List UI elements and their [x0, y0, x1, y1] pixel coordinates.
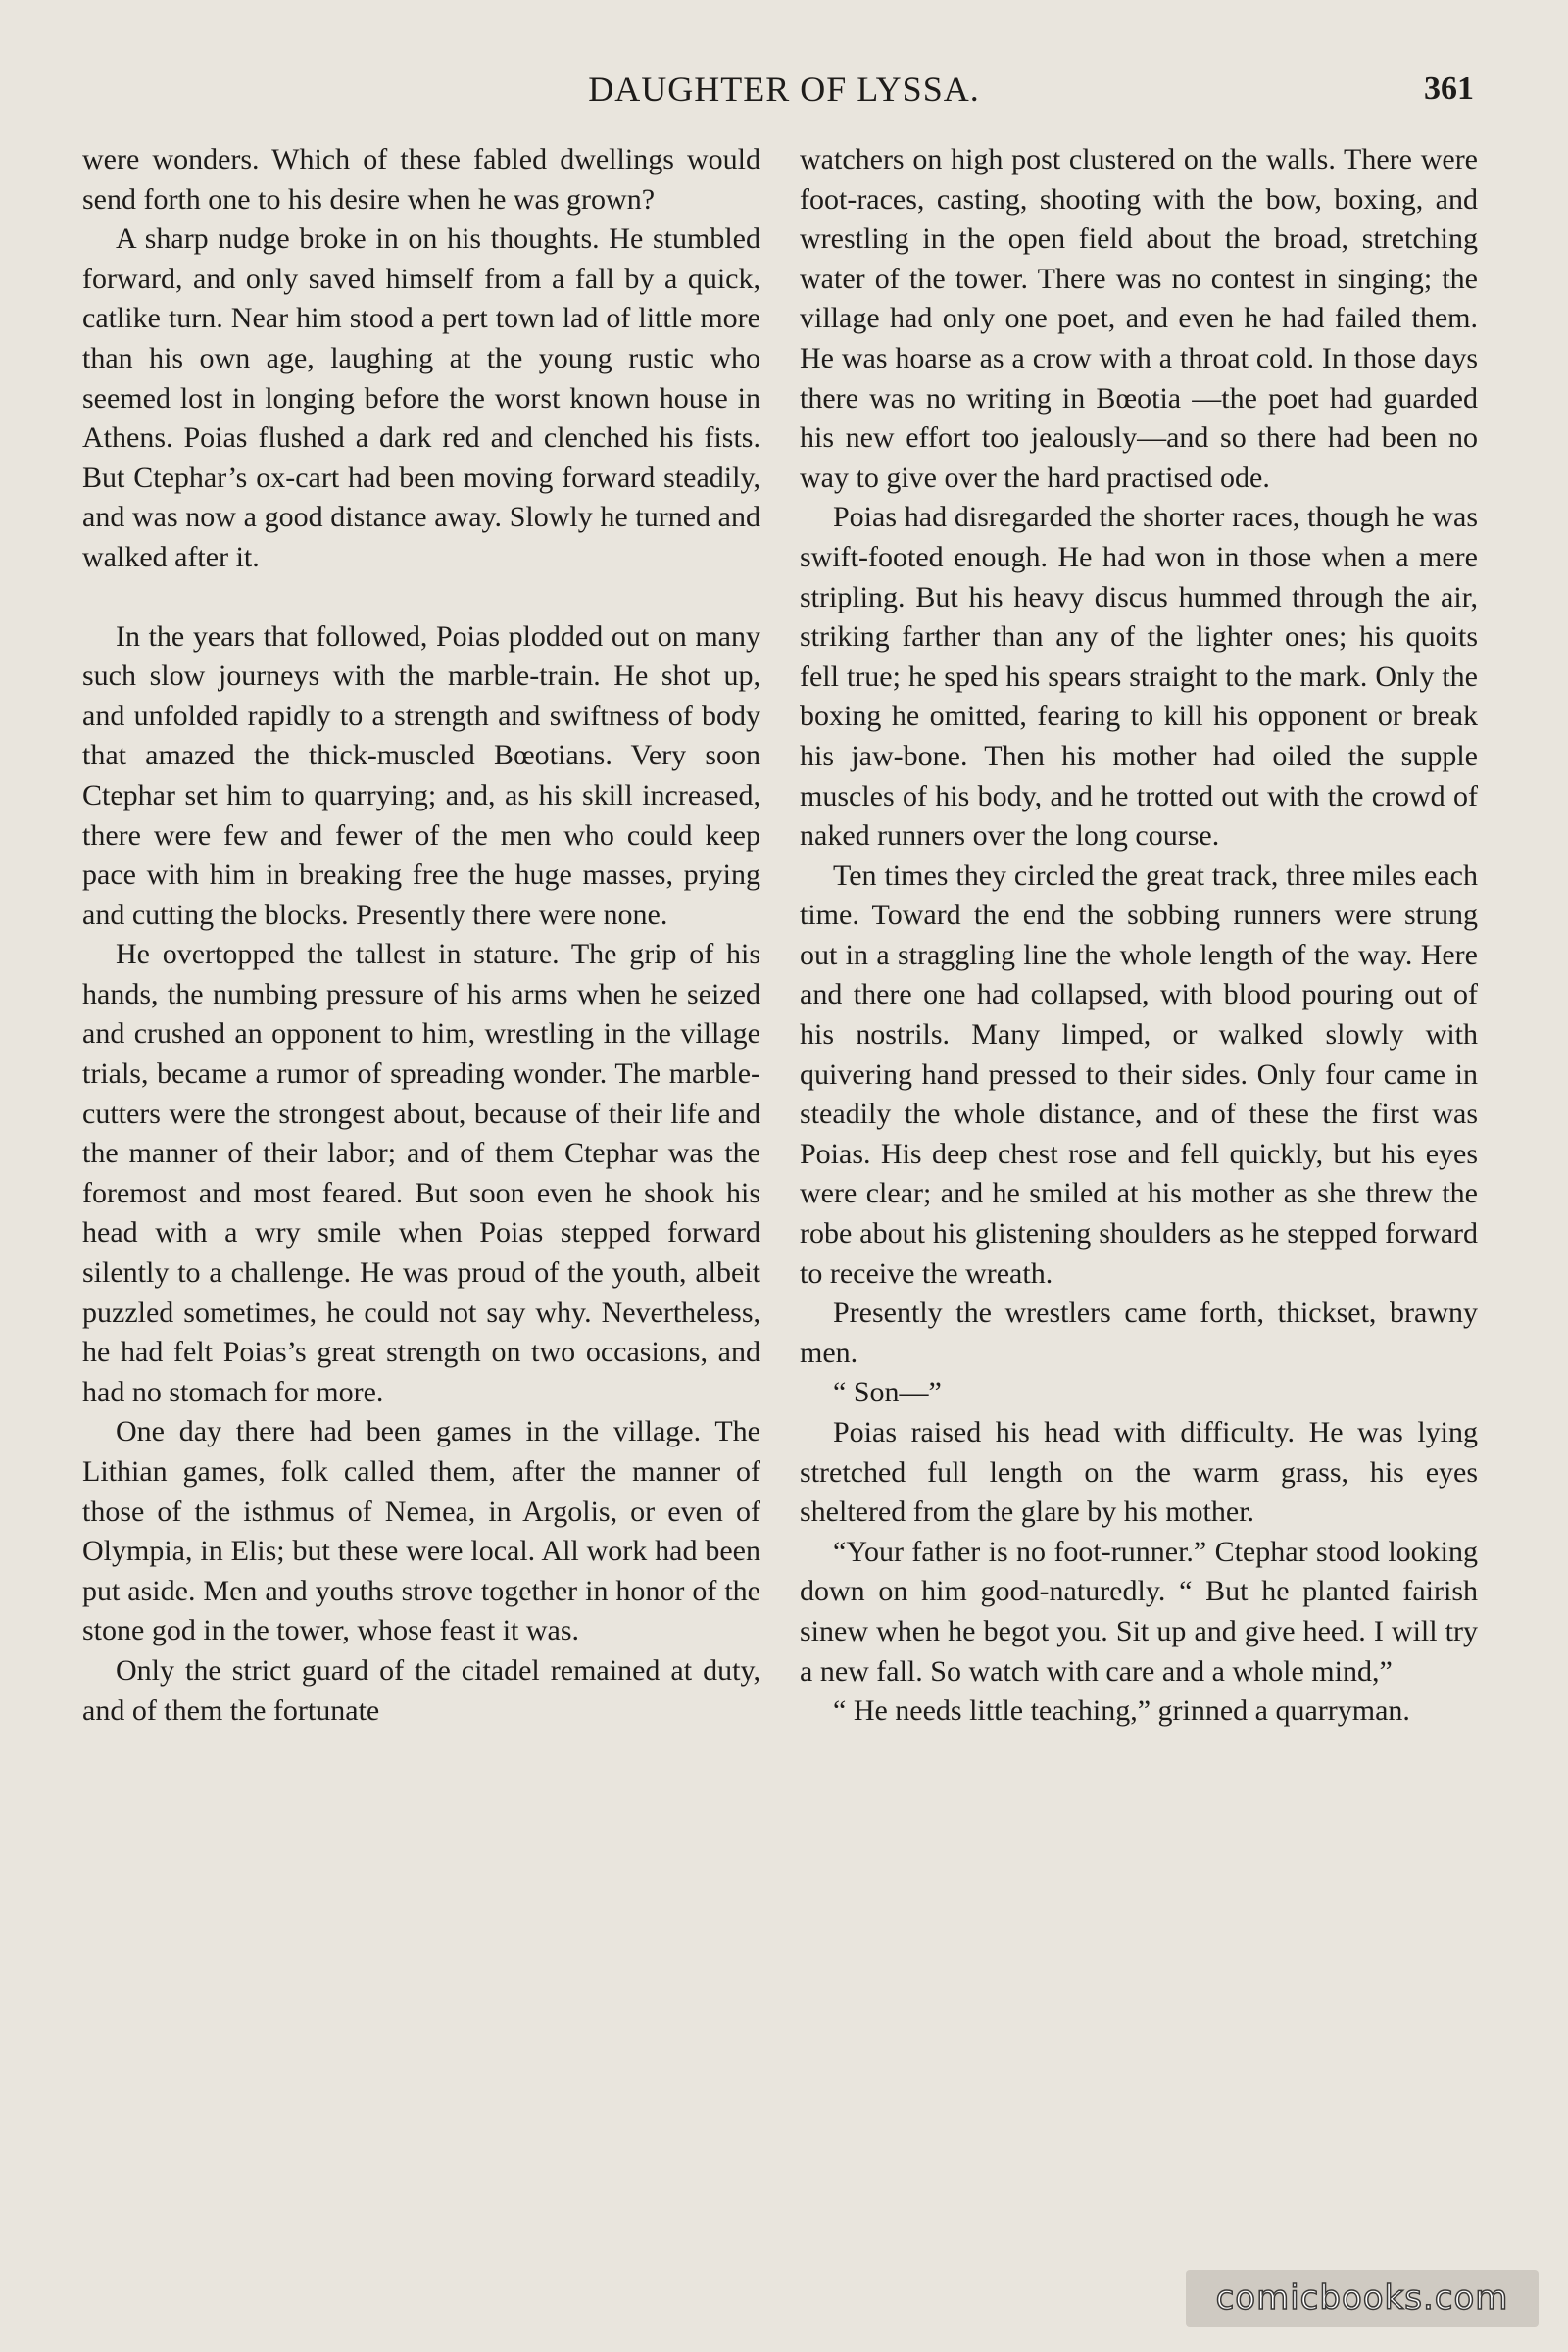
paragraph: A sharp nudge broke in on his thoughts. He stumbled forward, and only saved himself from a fall by a quick, catlike turn. Near him stood a pert town lad of little more than his own age, laughing at the young rustic who seemed lost in longing before the worst known house in Athens. Poias flushed a dark red and clenched his fists. But Ctephar’s ox-cart had been moving forward steadily, and was now a good distance away. Slowly he turned and walked after it. [82, 222, 760, 573]
paragraph: Only the strict guard of the citadel remained at duty, and of them the fortunate [82, 1653, 760, 1727]
paragraph: In the years that followed, Poias plodded out on many such slow journeys with the marble-train. He shot up, and unfolded rapidly to a strength and swiftness of body that amazed the thick-muscled Bœotians. Very soon Ctephar set him to quarrying; and, as his skill increased, there were few and fewer of the men who could keep pace with him in breaking free the huge masses, prying and cutting the blocks. Presently there were none. [82, 619, 760, 931]
paragraph: were wonders. Which of these fabled dwellings would send forth one to his desire when he was grown? [82, 143, 760, 216]
paragraph: Poias had disregarded the shorter races, though he was swift-footed enough. He had won in those when a mere stripling. But his heavy discus hummed through the air, striking farther than any of the lighter ones; his quoits fell true; he sped his spears straight to the mark. Only the boxing he omitted, fearing to kill his opponent or break his jaw-bone. Then his mother had oiled the supple muscles of his body, and he trotted out with the crowd of naked runners over the long course. [800, 501, 1478, 853]
right-column [800, 140, 1478, 1732]
paragraph: Poias raised his head with difficulty. He was lying stretched full length on the warm grass, his eyes sheltered from the glare by his mother. [800, 1416, 1478, 1529]
paragraph: watchers on high post clustered on the walls. There were foot-races, casting, shooting with the bow, boxing, and wrestling in the open field about the broad, stretching water of the tower. There was no contest in singing; the village had only one poet, and even he had failed them. He was hoarse as a crow with a throat cold. In those days there was no writing in Bœotia —the poet had guarded his new effort too jealously—and so there had been no way to give over the hard practised ode. [800, 143, 1478, 494]
watermark-logo: comicbooks.com [1186, 2270, 1539, 2327]
paragraph: “Your father is no foot-runner.” Ctephar stood looking down on him good-naturedly. “ But he planted fairish sinew when he begot you. Sit up and give heed. I will try a new fall. So watch with care and a whole mind,” [800, 1535, 1478, 1688]
paragraph: “ Son—” [833, 1376, 942, 1409]
paragraph: One day there had been games in the village. The Lithian games, folk called them, after the manner of those of the isthmus of Nemea, in Argolis, or even of Olympia, in Elis; but these were local. All work had been put aside. Men and youths strove together in honor of the stone god in the tower, whose feast it was. [82, 1415, 760, 1647]
paragraph: Ten times they circled the great track, three miles each time. Toward the end the sobbing runners were strung out in a straggling line the whole length of the way. Here and there one had collapsed, with blood pouring out of his nostrils. Many limped, or walked slowly with quivering hand pressed to their sides. Only four came in steadily the whole distance, and of these the first was Poias. His deep chest rose and fell quickly, but his eyes were clear; and he smiled at his mother as she threw the robe about his glistening shoulders as he stepped forward to receive the wreath. [800, 858, 1478, 1290]
paragraph: He overtopped the tallest in stature. The grip of his hands, the numbing pressure of his arms when he seized and crushed an opponent to him, wrestling in the village trials, became a rumor of spreading wonder. The marble-cutters were the strongest about, because of their life and the manner of their labor; and of them Ctephar was the foremost and most feared. But soon even he shook his head with a wry smile when Poias stepped forward silently to a challenge. He was proud of the youth, albeit puzzled sometimes, he could not say why. Nevertheless, he had felt Poias’s great strength on two occasions, and had no stomach for more. [82, 938, 760, 1408]
running-title: DAUGHTER OF LYSSA. [588, 70, 980, 109]
left-column [82, 140, 760, 1731]
page-header [0, 65, 1568, 114]
paragraph: Presently the wrestlers came forth, thickset, brawny men. [800, 1297, 1478, 1369]
paragraph: “ He needs little teaching,” grinned a quarryman. [833, 1694, 1410, 1728]
page-number: 361 [1424, 71, 1474, 107]
